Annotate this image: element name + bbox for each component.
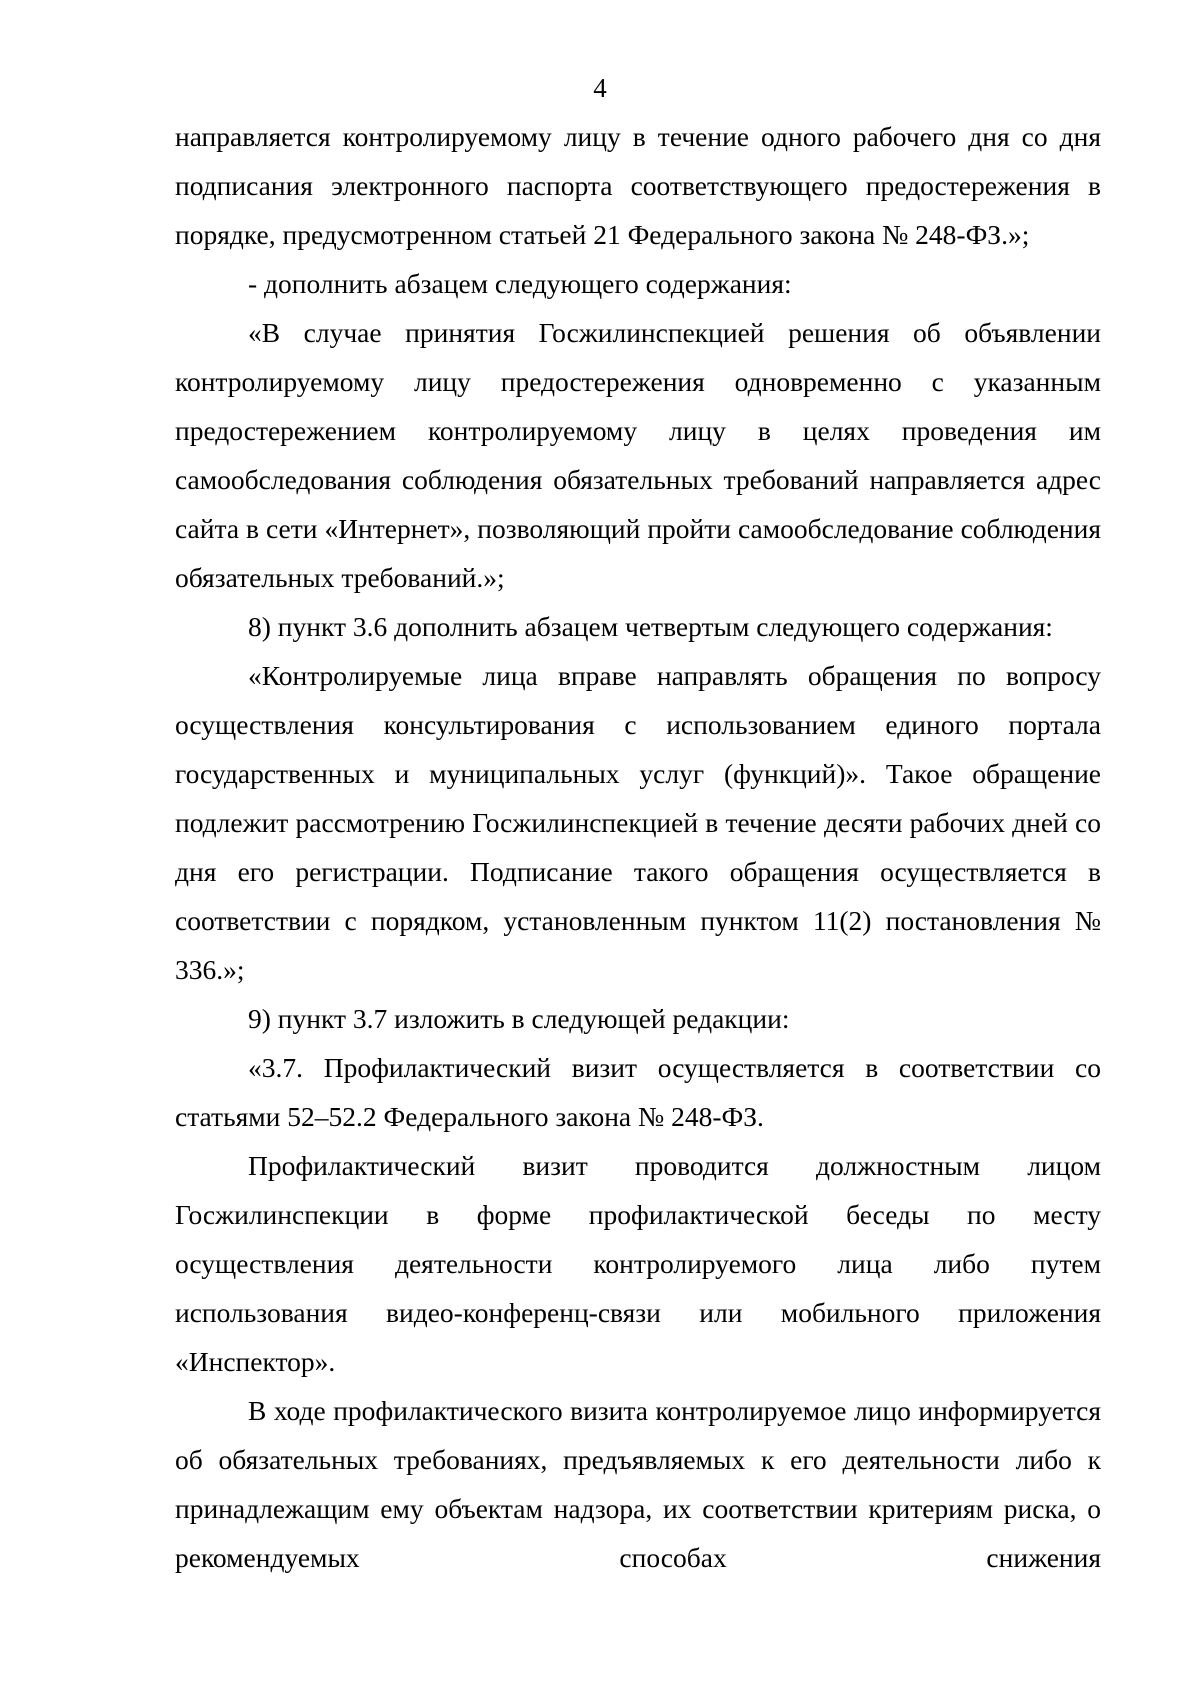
paragraph-4: 8) пункт 3.6 дополнить абзацем четвертым следующего содержания: — [248, 611, 1053, 642]
page-number: 4 — [593, 73, 607, 103]
paragraph-8: Профилактический визит проводится должностным лицом Госжилинспекции в форме профилактической беседы по месту осуществления деятельности контролируемого лица либо путем использования видео-конференц-связи или мобильного приложения «Инспектор». — [175, 1150, 1101, 1377]
paragraph-9: В ходе профилактического визита контролируемое лицо информируется об обязательных требованиях, предъявляемых к его деятельности либо к принадлежащим ему объектам надзора, их соответствии критериям риска, о рекомендуемых способах снижения — [175, 1395, 1101, 1573]
paragraph-6: 9) пункт 3.7 изложить в следующей редакции: — [248, 1003, 790, 1034]
paragraph-3: «В случае принятия Госжилинспекцией решения об объявлении контролируемому лицу предостережения одновременно с указанным предостережением контролируемому лицу в целях проведения им самообследования соблюдения обязательных требований направляется адрес сайта в сети «Интернет», позволяющий пройти самообследование соблюдения обязательных требований.»; — [175, 317, 1101, 593]
paragraph-7: «3.7. Профилактический визит осуществляется в соответствии со статьями 52–52.2 Федерального закона № 248-ФЗ. — [175, 1052, 1101, 1132]
document-body — [175, 112, 1101, 1582]
paragraph-1: направляется контролируемому лицу в течение одного рабочего дня со дня подписания электронного паспорта соответствующего предостережения в порядке, предусмотренном статьей 21 Федерального закона № 248-ФЗ.»; — [175, 121, 1101, 250]
paragraph-2: - дополнить абзацем следующего содержания: — [248, 268, 792, 299]
paragraph-5: «Контролируемые лица вправе направлять обращения по вопросу осуществления консультирования с использованием единого портала государственных и муниципальных услуг (функций)». Такое обращение подлежит рассмотрению Госжилинспекцией в течение десяти рабочих дней со дня его регистрации. Подписание такого обращения осуществляется в соответствии с порядком, установленным пунктом 11(2) постановления № 336.»; — [175, 660, 1101, 985]
